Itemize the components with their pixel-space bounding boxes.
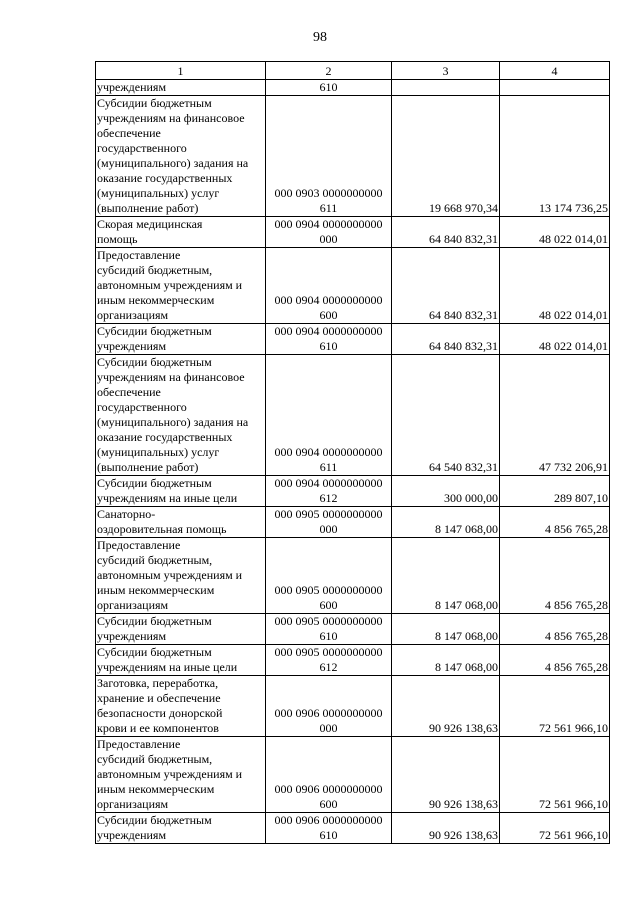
row-name-cell: учреждениям [96, 80, 266, 96]
header-row [96, 62, 610, 80]
table-row [96, 645, 610, 676]
row-amount-2-cell: 13 174 736,25 [500, 96, 610, 217]
row-amount-1-cell: 8 147 068,00 [392, 645, 500, 676]
row-amount-1-cell: 300 000,00 [392, 476, 500, 507]
row-amount-1-cell: 19 668 970,34 [392, 96, 500, 217]
row-name-cell: Субсидии бюджетным учреждениям [96, 324, 266, 355]
table-row [96, 614, 610, 645]
row-amount-2-cell: 72 561 966,10 [500, 813, 610, 844]
table-row [96, 476, 610, 507]
row-name-cell: Заготовка, переработка, хранение и обеспечение безопасности донорской крови и ее компонентов [96, 676, 266, 737]
column-header-3: 3 [392, 62, 500, 80]
row-amount-1-cell: 64 540 832,31 [392, 355, 500, 476]
row-amount-2-cell: 48 022 014,01 [500, 248, 610, 324]
row-name-cell: Скорая медицинская помощь [96, 217, 266, 248]
row-amount-2-cell: 4 856 765,28 [500, 538, 610, 614]
table-row [96, 676, 610, 737]
row-amount-2-cell [500, 80, 610, 96]
row-code-cell: 000 0904 0000000000 000 [266, 217, 392, 248]
row-amount-2-cell: 48 022 014,01 [500, 324, 610, 355]
table-row [96, 507, 610, 538]
row-name-cell: Санаторно- оздоровительная помощь [96, 507, 266, 538]
row-amount-1-cell: 8 147 068,00 [392, 614, 500, 645]
table-row [96, 80, 610, 96]
row-code-cell: 000 0905 0000000000 600 [266, 538, 392, 614]
row-amount-2-cell: 4 856 765,28 [500, 614, 610, 645]
row-code-cell: 000 0904 0000000000 612 [266, 476, 392, 507]
column-header-2: 2 [266, 62, 392, 80]
table-row [96, 813, 610, 844]
table-row [96, 538, 610, 614]
row-name-cell: Предоставление субсидий бюджетным, автономным учреждениям и иным некоммерческим организациям [96, 538, 266, 614]
row-amount-2-cell: 72 561 966,10 [500, 737, 610, 813]
row-code-cell: 000 0905 0000000000 000 [266, 507, 392, 538]
row-name-cell: Субсидии бюджетным учреждениям на иные цели [96, 645, 266, 676]
row-code-cell: 000 0903 0000000000 611 [266, 96, 392, 217]
budget-table [95, 61, 610, 844]
column-header-4: 4 [500, 62, 610, 80]
table-row [96, 217, 610, 248]
table-row [96, 324, 610, 355]
row-code-cell: 000 0906 0000000000 600 [266, 737, 392, 813]
row-name-cell: Предоставление субсидий бюджетным, автономным учреждениям и иным некоммерческим организациям [96, 737, 266, 813]
row-amount-1-cell [392, 80, 500, 96]
row-amount-2-cell: 4 856 765,28 [500, 645, 610, 676]
table-row [96, 96, 610, 217]
row-code-cell: 000 0905 0000000000 612 [266, 645, 392, 676]
row-name-cell: Субсидии бюджетным учреждениям [96, 614, 266, 645]
row-amount-1-cell: 8 147 068,00 [392, 507, 500, 538]
row-amount-1-cell: 64 840 832,31 [392, 248, 500, 324]
row-code-cell: 000 0905 0000000000 610 [266, 614, 392, 645]
row-code-cell: 000 0904 0000000000 600 [266, 248, 392, 324]
row-amount-1-cell: 90 926 138,63 [392, 676, 500, 737]
row-amount-1-cell: 64 840 832,31 [392, 217, 500, 248]
table-row [96, 355, 610, 476]
row-name-cell: Субсидии бюджетным учреждениям на финансовое обеспечение государственного (муниципального) задания на оказание государственных (муниципальных) услуг (выполнение работ) [96, 355, 266, 476]
row-amount-2-cell: 47 732 206,91 [500, 355, 610, 476]
table-row [96, 248, 610, 324]
row-amount-2-cell: 289 807,10 [500, 476, 610, 507]
row-amount-2-cell: 48 022 014,01 [500, 217, 610, 248]
row-name-cell: Субсидии бюджетным учреждениям [96, 813, 266, 844]
row-amount-2-cell: 72 561 966,10 [500, 676, 610, 737]
row-code-cell: 000 0904 0000000000 611 [266, 355, 392, 476]
page-number: 98 [313, 30, 327, 45]
row-code-cell: 610 [266, 80, 392, 96]
row-code-cell: 000 0906 0000000000 000 [266, 676, 392, 737]
row-amount-1-cell: 64 840 832,31 [392, 324, 500, 355]
row-amount-1-cell: 90 926 138,63 [392, 813, 500, 844]
table-body [96, 80, 610, 844]
row-name-cell: Предоставление субсидий бюджетным, автономным учреждениям и иным некоммерческим организациям [96, 248, 266, 324]
table-row [96, 737, 610, 813]
row-code-cell: 000 0906 0000000000 610 [266, 813, 392, 844]
row-amount-2-cell: 4 856 765,28 [500, 507, 610, 538]
column-header-1: 1 [96, 62, 266, 80]
row-name-cell: Субсидии бюджетным учреждениям на финансовое обеспечение государственного (муниципального) задания на оказание государственных (муниципальных) услуг (выполнение работ) [96, 96, 266, 217]
row-name-cell: Субсидии бюджетным учреждениям на иные цели [96, 476, 266, 507]
row-code-cell: 000 0904 0000000000 610 [266, 324, 392, 355]
row-amount-1-cell: 8 147 068,00 [392, 538, 500, 614]
row-amount-1-cell: 90 926 138,63 [392, 737, 500, 813]
table-header [96, 62, 610, 80]
